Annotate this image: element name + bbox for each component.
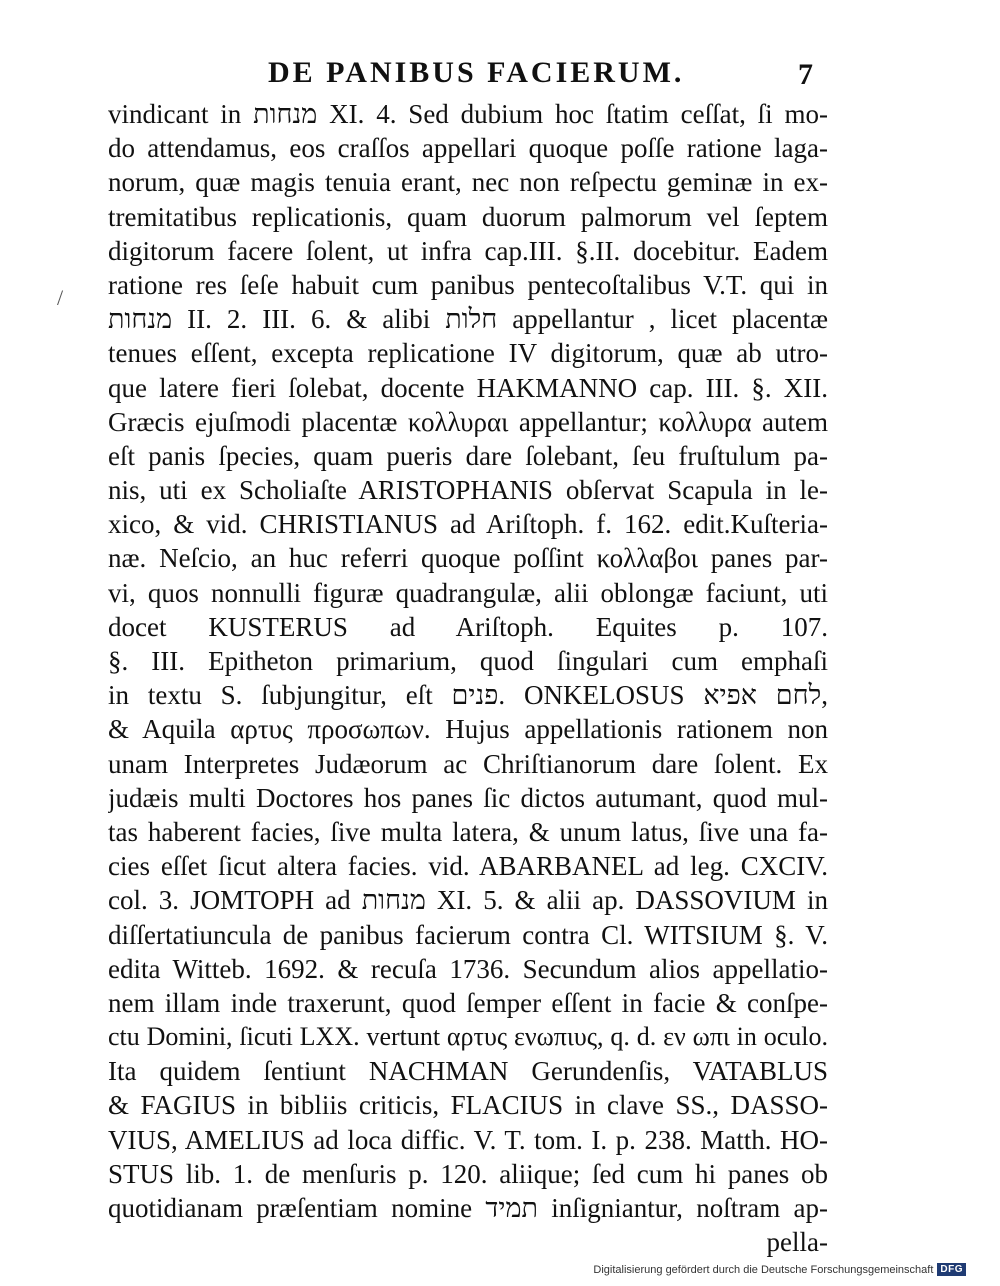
text-line: ctu Domini, ſicuti LXX. vertunt αρτυς ενωπιυς, q. d. εν ωπι in oculo.: [108, 1022, 828, 1052]
credit-text: Digitalisierung gefördert durch die Deutsche Forschungsgemeinschaft: [593, 1263, 934, 1276]
text-line: edita Witteb. 1692. & recuſa 1736. Secundum alios appellatio-: [108, 953, 828, 984]
text-line: næ. Neſcio, an huc referri quoque poſſint κολλαβοι panes par-: [108, 543, 828, 574]
text-line: digitorum facere ſolent, ut infra cap.III. §.II. docebitur. Eadem: [108, 235, 828, 266]
text-line: VIUS, AMELIUS ad loca diffic. V. T. tom. I. p. 238. Matth. HO-: [108, 1124, 828, 1155]
page-number: 7: [798, 58, 813, 91]
text-line: Græcis ejuſmodi placentæ κολλυραι appellantur; κολλυρα autem: [108, 406, 828, 437]
text-line: pella-: [766, 1227, 828, 1258]
text-line: in textu S. ſubjungitur, eſt פנים. ONKELOSUS לחם אפיא,: [108, 680, 828, 711]
text-line: tas haberent facies, ſive multa latera, & unum latus, ſive una fa-: [108, 816, 828, 847]
text-line: norum, quæ magis tenuia erant, nec non reſpectu geminæ in ex-: [108, 167, 828, 198]
text-line: xico, & vid. CHRISTIANUS ad Ariſtoph. f. 162. edit.Kuſteria-: [108, 509, 828, 540]
text-line: do attendamus, eos craſſos appellari quoque poſſe ratione laga-: [108, 133, 828, 164]
text-line: nis, uti ex Scholiaſte ARISTOPHANIS obſervat Scapula in le-: [108, 475, 828, 506]
digitization-credit: [593, 1263, 966, 1276]
text-line: que latere fieri ſolebat, docente HAKMANNO cap. III. §. XII.: [108, 372, 828, 403]
margin-mark: /: [57, 285, 64, 310]
body-text: [108, 97, 828, 1259]
text-line: col. 3. JOMTOPH ad מנחות XI. 5. & alii ap. DASSOVIUM in: [108, 885, 828, 916]
running-head: DE PANIBUS FACIERUM.: [268, 56, 685, 89]
text-line: cies eſſet ſicut altera facies. vid. ABARBANEL ad leg. CXCIV.: [108, 851, 828, 882]
text-line: STUS lib. 1. de menſuris p. 120. aliique; ſed cum hi panes ob: [108, 1158, 828, 1189]
text-line: tremitatibus replicationis, quam duorum palmorum vel ſeptem: [108, 201, 828, 232]
text-line: tenues eſſent, excepta replicatione IV digitorum, quæ ab utro-: [108, 338, 828, 369]
text-line: vindicant in מנחות XI. 4. Sed dubium hoc ſtatim ceſſat, ſi mo-: [108, 99, 828, 129]
text-line: judæis multi Doctores hos panes ſic dictos autumant, quod mul-: [108, 782, 828, 813]
text-line: & Aquila αρτυς προσωπων. Hujus appellationis rationem non: [108, 714, 828, 745]
text-line: unam Interpretes Judæorum ac Chriſtianorum dare ſolent. Ex: [108, 748, 828, 779]
text-line: eſt panis ſpecies, quam pueris dare ſolebant, ſeu fruſtulum pa-: [108, 440, 828, 471]
text-line: diſſertatiuncula de panibus facierum contra Cl. WITSIUM §. V.: [108, 919, 828, 950]
text-line: docet KUSTERUS ad Ariſtoph. Equites p. 107.: [108, 611, 828, 642]
text-line: & FAGIUS in bibliis criticis, FLACIUS in clave SS., DASSO-: [108, 1090, 828, 1121]
text-line: §. III. Epitheton primarium, quod ſingulari cum emphaſi: [108, 646, 828, 676]
text-line: quotidianam præſentiam nomine תמיד inſigniantur, noſtram ap-: [108, 1193, 828, 1223]
text-line: vi, quos nonnulli figuræ quadrangulæ, alii oblongæ faciunt, uti: [108, 577, 828, 608]
text-line: Ita quidem ſentiunt NACHMAN Gerundenſis, VATABLUS: [108, 1056, 828, 1087]
dfg-logo: DFG: [937, 1263, 966, 1276]
text-line: nem illam inde traxerunt, quod ſemper eſſent in facie & conſpe-: [108, 987, 828, 1018]
text-line: ratione res ſeſe habuit cum panibus pentecoſtalibus V.T. qui in: [108, 269, 828, 300]
text-line: מנחות II. 2. III. 6. & alibi חלות appellantur , licet placentæ: [108, 304, 828, 335]
